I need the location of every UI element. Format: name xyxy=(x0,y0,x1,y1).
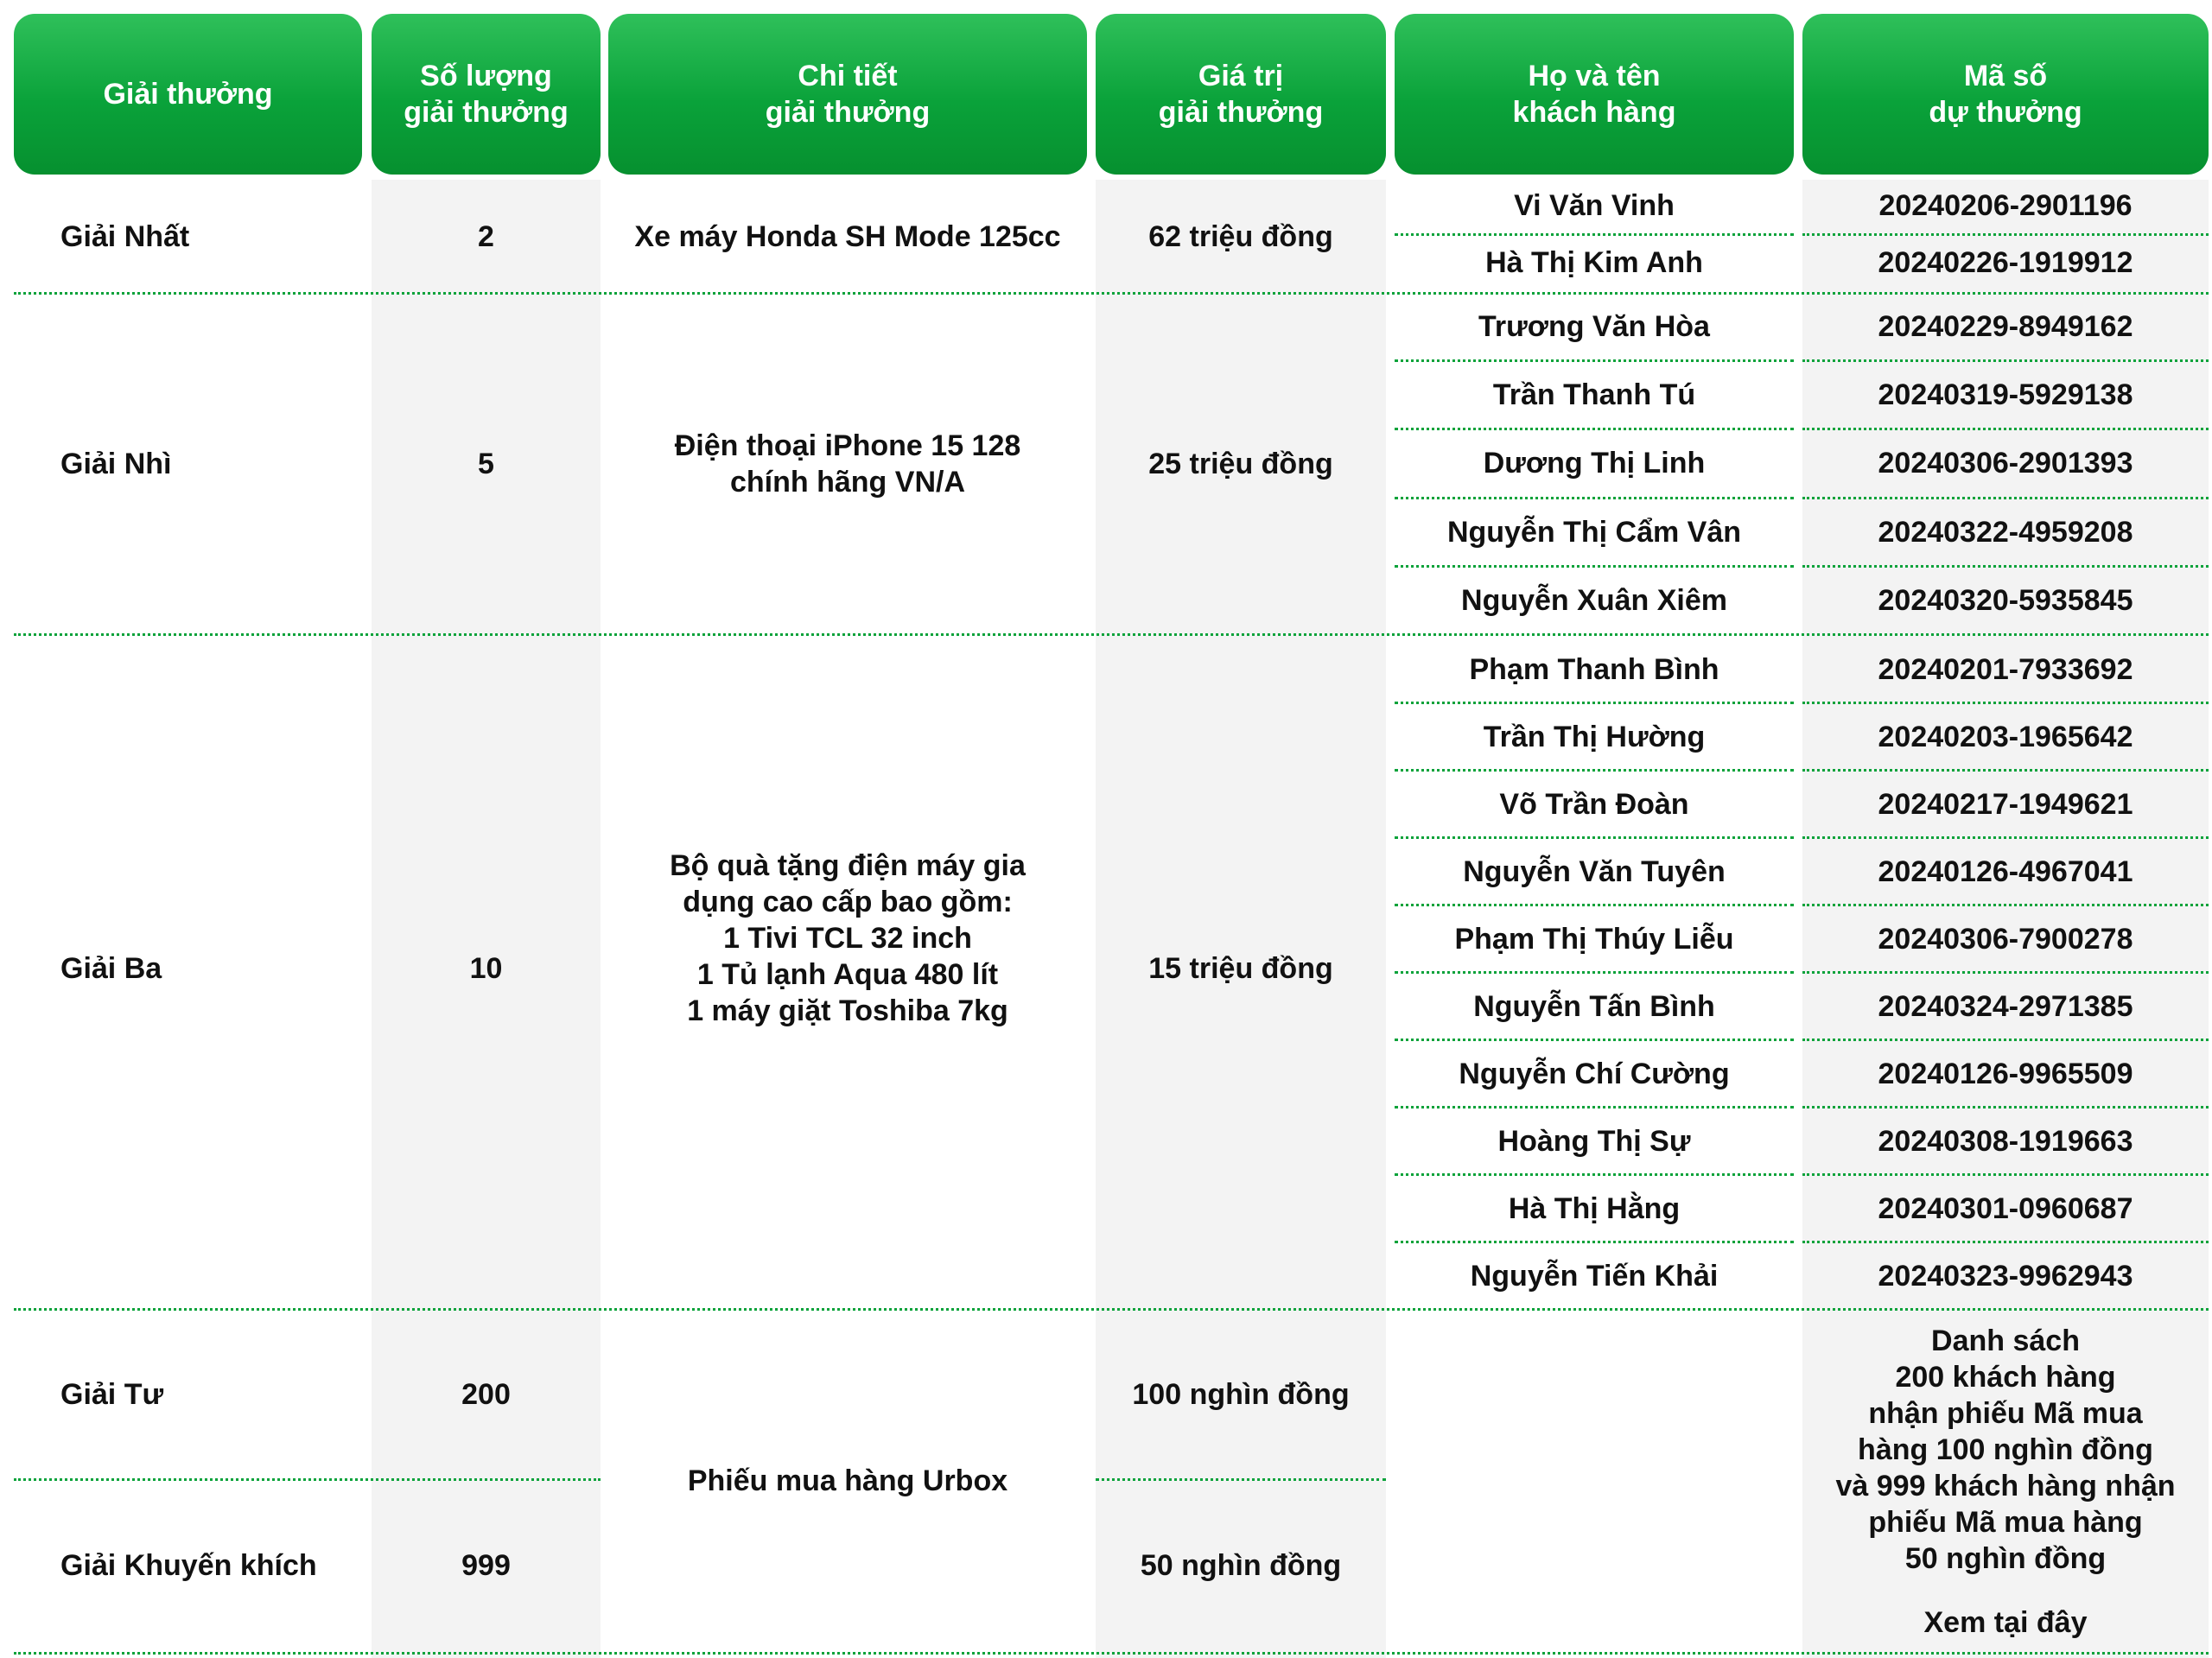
winner-code: 20240322-4959208 xyxy=(1878,516,2133,549)
bottom-separator xyxy=(14,1652,2209,1655)
winner-name: Vi Văn Vinh xyxy=(1514,189,1675,222)
header-prize: Giải thưởng xyxy=(14,14,362,175)
prize-value-third: 15 triệu đồng xyxy=(1148,952,1333,985)
winner-name: Nguyễn Tấn Bình xyxy=(1473,990,1715,1023)
voucher-detail: Phiếu mua hàng Urbox xyxy=(687,1464,1008,1497)
prize-quantity-first: 2 xyxy=(478,220,494,253)
winner-name: Nguyễn Xuân Xiêm xyxy=(1461,584,1727,617)
winner-name: Nguyễn Chí Cường xyxy=(1459,1058,1730,1090)
header-quantity: Số lượng giải thưởng xyxy=(372,14,601,175)
winner-code: 20240203-1965642 xyxy=(1878,721,2133,753)
prize-name-third: Giải Ba xyxy=(60,952,162,985)
prize-detail-first: Xe máy Honda SH Mode 125cc xyxy=(634,220,1061,253)
prize-quantity-third: 10 xyxy=(469,952,503,985)
winner-name: Nguyễn Văn Tuyên xyxy=(1463,855,1726,888)
winner-name: Phạm Thanh Bình xyxy=(1469,652,1719,686)
prize-name-fourth: Giải Tư xyxy=(60,1378,164,1411)
prize-quantity-consolation: 999 xyxy=(461,1549,511,1582)
winner-code: 20240306-2901393 xyxy=(1878,447,2133,480)
winner-code: 20240308-1919663 xyxy=(1878,1125,2133,1158)
winner-code: 20240201-7933692 xyxy=(1878,652,2133,686)
header-customer: Họ và tên khách hàng xyxy=(1395,14,1794,175)
voucher-list-text: Danh sách 200 khách hàng nhận phiếu Mã mua hàng 100 nghìn đồng và 999 khách hàng nhận phiếu Mã mua hàng 50 nghìn đồng xyxy=(1835,1324,2176,1575)
prize-value-second: 25 triệu đồng xyxy=(1148,448,1333,480)
prize-quantity-second: 5 xyxy=(478,448,494,480)
voucher-list-link[interactable]: Xem tại đây xyxy=(1923,1606,2088,1639)
winner-name: Dương Thị Linh xyxy=(1483,447,1706,480)
winner-code: 20240323-9962943 xyxy=(1878,1260,2133,1293)
winner-name: Nguyễn Tiến Khải xyxy=(1470,1260,1719,1293)
winner-code: 20240319-5929138 xyxy=(1878,378,2133,411)
winner-code: 20240320-5935845 xyxy=(1878,584,2133,617)
winner-name: Hà Thị Hằng xyxy=(1508,1192,1681,1225)
winner-name: Trần Thanh Tú xyxy=(1492,378,1696,411)
winner-code: 20240217-1949621 xyxy=(1878,788,2133,821)
winner-code: 20240126-9965509 xyxy=(1878,1058,2133,1090)
prize-name-consolation: Giải Khuyến khích xyxy=(60,1549,317,1582)
winner-code: 20240126-4967041 xyxy=(1878,855,2133,888)
prize-value-first: 62 triệu đồng xyxy=(1148,220,1333,253)
prize-name-first: Giải Nhất xyxy=(60,220,190,253)
winner-name: Võ Trần Đoàn xyxy=(1499,788,1689,821)
winner-name: Hà Thị Kim Anh xyxy=(1485,246,1703,279)
winner-name: Nguyễn Thị Cẩm Vân xyxy=(1446,516,1742,549)
winner-code: 20240226-1919912 xyxy=(1878,246,2133,279)
prize-name-second: Giải Nhì xyxy=(60,448,172,480)
prize-value-consolation: 50 nghìn đồng xyxy=(1140,1549,1342,1582)
header-code: Mã số dự thưởng xyxy=(1802,14,2209,175)
header-detail: Chi tiết giải thưởng xyxy=(608,14,1087,175)
winner-code: 20240229-8949162 xyxy=(1878,310,2133,343)
winner-code: 20240306-7900278 xyxy=(1878,923,2133,956)
winner-code: 20240206-2901196 xyxy=(1878,189,2133,222)
header-value: Giá trị giải thưởng xyxy=(1096,14,1386,175)
prize-value-fourth: 100 nghìn đồng xyxy=(1132,1378,1350,1411)
prize-quantity-fourth: 200 xyxy=(461,1378,511,1411)
winner-name: Hoàng Thị Sự xyxy=(1497,1125,1691,1158)
prize-detail-second: Điện thoại iPhone 15 128 chính hãng VN/A xyxy=(674,429,1021,499)
winner-code: 20240301-0960687 xyxy=(1878,1192,2133,1225)
winner-name: Trần Thị Hường xyxy=(1483,721,1706,753)
winner-name: Trương Văn Hòa xyxy=(1478,310,1710,343)
prize-detail-third: Bộ quà tặng điện máy gia dụng cao cấp bao gồm: 1 Tivi TCL 32 inch 1 Tủ lạnh Aqua 480 lít 1 máy giặt Toshiba 7kg xyxy=(670,849,1026,1027)
winner-name: Phạm Thị Thúy Liễu xyxy=(1454,923,1734,956)
winner-code: 20240324-2971385 xyxy=(1878,990,2133,1023)
